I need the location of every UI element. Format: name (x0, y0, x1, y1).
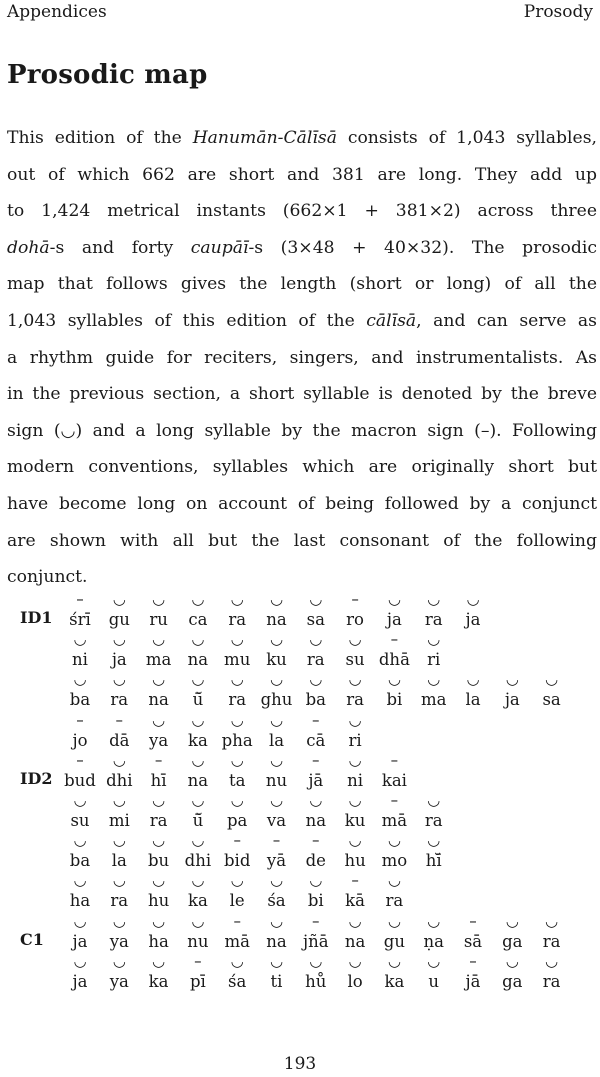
syllable (364, 750, 424, 792)
syllable-text: na (266, 931, 287, 951)
macron-mark: – (233, 831, 241, 850)
syllable-text: hu (344, 851, 366, 871)
intro-paragraph (7, 120, 597, 596)
syllable-text: mu (224, 650, 251, 670)
syllable-text: ja (72, 971, 88, 991)
breve-mark: ◡ (191, 750, 205, 769)
text-run: -s and forty (49, 237, 191, 258)
syllable-text: ra (542, 971, 561, 991)
syllable-text: lo (347, 971, 363, 991)
breve-mark: ◡ (73, 951, 87, 970)
syllable (404, 793, 464, 832)
paragraph-line (7, 120, 597, 157)
syllable-text: ha (148, 931, 169, 951)
syllable-text: ma (420, 690, 447, 710)
prosodic-row (0, 672, 600, 712)
prosodic-map (0, 592, 600, 1032)
breve-mark: ◡ (191, 590, 205, 608)
syllable-text: jo (72, 730, 88, 750)
syllable-text: ṇa (423, 931, 444, 951)
running-head-section: Appendices (7, 2, 107, 22)
breve-mark: ◡ (112, 590, 126, 608)
prosodic-row (0, 750, 600, 793)
breve-mark: ◡ (348, 831, 362, 850)
paragraph-line (7, 230, 597, 267)
macron-mark: – (469, 911, 477, 930)
macron-mark: – (76, 710, 84, 729)
syllable-text: na (187, 770, 209, 790)
syllable-text: su (345, 650, 365, 670)
breve-mark: ◡ (505, 670, 519, 689)
breve-mark: ◡ (466, 670, 480, 689)
breve-mark: ◡ (191, 710, 205, 729)
text-run: This edition of the (7, 128, 193, 148)
macron-mark: – (115, 710, 124, 729)
breve-mark: ◡ (73, 871, 87, 890)
macron-mark: – (272, 831, 281, 850)
syllable-text: ra (228, 610, 247, 629)
syllable-text: śa (228, 971, 247, 991)
syllable-text: dhā (378, 650, 410, 670)
syllable-text: bi (386, 690, 403, 710)
syllable-text: ja (111, 650, 127, 670)
text-run: modern conventions, syllables which are originally short but (7, 457, 597, 478)
syllable-text: ya (149, 730, 169, 750)
syllable (522, 911, 582, 953)
macron-mark: – (76, 750, 84, 769)
breve-mark: ◡ (545, 951, 559, 970)
paragraph-line (7, 266, 597, 303)
breve-mark: ◡ (152, 670, 166, 689)
prosodic-row (0, 793, 600, 833)
syllable-text: ra (306, 650, 325, 670)
syllable-text: ga (502, 971, 523, 991)
syllable-text: nu (265, 770, 288, 790)
breve-mark: ◡ (269, 951, 284, 970)
syllable-text: su (70, 811, 90, 830)
text-run: have become long on account of being followed by a conjunct (7, 493, 597, 514)
syllable-text: cā (306, 730, 326, 750)
prosodic-row (0, 710, 600, 753)
syllable-text: sa (306, 610, 325, 629)
breve-mark: ◡ (269, 791, 284, 809)
macron-mark: – (390, 791, 399, 809)
macron-mark: – (351, 590, 359, 608)
syllable-text: ja (504, 690, 520, 710)
syllable-text: ru (149, 610, 168, 629)
syllable-text: ū̆ (192, 811, 204, 830)
syllable-text: hī̆ (425, 851, 442, 871)
paragraph-line (7, 523, 597, 560)
breve-mark: ◡ (348, 670, 362, 689)
paragraph-line (7, 559, 597, 596)
breve-mark: ◡ (230, 791, 244, 809)
breve-mark: ◡ (309, 590, 323, 608)
breve-mark: ◡ (191, 670, 205, 689)
syllable-text: mā (224, 931, 250, 951)
syllable-text: ka (187, 730, 208, 750)
syllable-text: ma (145, 650, 172, 670)
macron-mark: – (194, 951, 202, 970)
page-title: Prosodic map (7, 60, 208, 90)
macron-mark: – (312, 831, 320, 850)
prosodic-row (0, 592, 600, 632)
breve-mark: ◡ (191, 630, 205, 649)
breve-mark: ◡ (73, 831, 87, 850)
breve-mark: ◡ (191, 831, 205, 850)
page-number: 193 (283, 1054, 317, 1074)
syllable-text: ba (69, 851, 91, 871)
syllable-text: ja (72, 931, 88, 951)
breve-mark: ◡ (152, 630, 166, 649)
breve-mark: ◡ (73, 630, 87, 649)
syllable-text: ku (344, 811, 366, 830)
syllable (404, 632, 464, 671)
syllable-text: dā (109, 730, 130, 750)
breve-mark: ◡ (269, 670, 284, 689)
syllable-text: jñā (303, 931, 329, 951)
breve-mark: ◡ (230, 750, 244, 769)
syllable-text: ba (69, 690, 91, 710)
text-run: out of which 662 are short and 381 are long. They add up (7, 164, 597, 185)
syllable-text: ri (427, 650, 441, 670)
breve-mark: ◡ (112, 831, 126, 850)
breve-mark: ◡ (112, 670, 126, 689)
syllable-text: mi (108, 811, 130, 830)
breve-mark: ◡ (152, 710, 166, 729)
breve-mark: ◡ (152, 831, 166, 850)
syllable-text: ka (384, 971, 405, 991)
syllable-text: nu (187, 931, 209, 951)
syllable-text: ra (110, 690, 129, 710)
verse-label: ID2 (20, 768, 53, 788)
syllable-text: bid (223, 851, 251, 871)
syllable-text: ga (502, 931, 523, 951)
breve-mark: ◡ (427, 791, 441, 809)
syllable (364, 873, 424, 912)
syllable-text: ro (346, 610, 364, 629)
breve-mark: ◡ (152, 911, 166, 930)
breve-mark: ◡ (545, 670, 559, 689)
breve-mark: ◡ (191, 911, 205, 930)
breve-mark: ◡ (73, 670, 87, 689)
syllable-text: pa (226, 811, 248, 830)
verse-label: C1 (20, 929, 44, 949)
syllable-text: la (111, 851, 127, 871)
breve-mark: ◡ (387, 911, 401, 930)
text-run: are shown with all but the last consonant of the following (7, 530, 597, 551)
macron-mark: – (469, 951, 477, 970)
syllable-text: dhi (184, 851, 212, 871)
prosodic-row (0, 911, 600, 954)
breve-mark: ◡ (427, 831, 441, 850)
syllable-text: ya (109, 971, 129, 991)
italic-term: caupāī (190, 237, 249, 258)
breve-mark: ◡ (269, 871, 284, 890)
breve-mark: ◡ (230, 871, 244, 890)
breve-mark: ◡ (505, 951, 519, 970)
italic-term: Hanumān-Cālīsā (192, 128, 337, 148)
syllable-text: ti (270, 971, 283, 991)
breve-mark: ◡ (348, 710, 362, 729)
syllable-text: na (148, 690, 169, 710)
text-run: 1,043 syllables of this edition of the (7, 310, 367, 331)
verse-label: ID1 (20, 608, 53, 627)
text-run: to 1,424 metrical instants (662×1 + 381×2) across three (7, 201, 597, 222)
syllable-text: na (305, 811, 327, 830)
macron-mark: – (76, 590, 84, 608)
syllable-text: ya (109, 931, 129, 951)
paragraph-line (7, 376, 597, 413)
syllable-text: va (266, 811, 287, 830)
breve-mark: ◡ (269, 911, 284, 930)
syllable-text: ni (347, 770, 364, 790)
breve-mark: ◡ (112, 871, 126, 890)
syllable-text: bu (147, 851, 170, 871)
syllable-text: hī (150, 770, 167, 790)
breve-mark: ◡ (466, 590, 480, 608)
breve-mark: ◡ (230, 630, 244, 649)
syllable-text: gu (108, 610, 130, 629)
macron-mark: – (390, 750, 399, 769)
breve-mark: ◡ (230, 710, 244, 729)
breve-mark: ◡ (387, 831, 401, 850)
breve-mark: ◡ (152, 590, 166, 608)
syllable-text: de (305, 851, 326, 871)
breve-mark: ◡ (309, 670, 323, 689)
breve-mark: ◡ (112, 750, 126, 769)
prosodic-row (0, 951, 600, 994)
syllable-text: kā (345, 891, 366, 911)
text-run: conjunct. (7, 567, 88, 588)
text-run: in the previous section, a short syllable is denoted by the breve (7, 384, 597, 405)
syllable-text: ha (69, 891, 91, 911)
syllable-text: ka (148, 971, 169, 991)
text-run: -s (3×48 + 40×32). The prosodic (248, 237, 597, 258)
syllable-text: ja (465, 610, 481, 629)
syllable-text: u (428, 971, 439, 991)
breve-mark: ◡ (545, 911, 559, 930)
macron-mark: – (312, 911, 320, 930)
prosodic-row (0, 873, 600, 913)
syllable-text: le (229, 891, 245, 911)
breve-mark: ◡ (230, 590, 244, 608)
breve-mark: ◡ (387, 871, 401, 890)
syllable-text: bud (64, 770, 96, 790)
breve-mark: ◡ (269, 590, 284, 608)
syllable-text: mā (381, 811, 408, 830)
breve-mark: ◡ (73, 791, 87, 809)
paragraph-line (7, 413, 597, 450)
breve-mark: ◡ (427, 590, 441, 608)
breve-mark: ◡ (112, 630, 126, 649)
italic-term: cālīsā (366, 310, 417, 331)
syllable-text: ri (348, 730, 362, 750)
syllable-text: ra (424, 811, 443, 830)
breve-mark: ◡ (387, 951, 401, 970)
text-run: , and can serve as (416, 310, 597, 331)
syllable-text: ra (346, 690, 364, 710)
breve-mark: ◡ (230, 951, 244, 970)
breve-mark: ◡ (309, 791, 323, 809)
breve-mark: ◡ (348, 791, 362, 809)
prosodic-row (0, 632, 600, 672)
paragraph-line (7, 303, 597, 340)
syllable-text: ghu (260, 690, 293, 710)
syllable-text: ba (305, 690, 326, 710)
syllable-text: ra (110, 891, 129, 911)
breve-mark: ◡ (427, 670, 441, 689)
syllable-text: ta (228, 770, 246, 790)
running-head (7, 2, 593, 28)
syllable (443, 592, 503, 631)
breve-mark: ◡ (309, 630, 323, 649)
syllable-text: gu (383, 931, 405, 951)
syllable (522, 951, 582, 993)
syllable-text: ca (188, 610, 208, 629)
breve-mark: ◡ (112, 951, 126, 970)
breve-mark: ◡ (309, 871, 323, 890)
breve-mark: ◡ (348, 630, 362, 649)
syllable-text: ja (386, 610, 402, 629)
paragraph-line (7, 449, 597, 486)
syllable-text: mo (381, 851, 408, 871)
syllable-text: jā (465, 971, 481, 991)
breve-mark: ◡ (309, 951, 323, 970)
prosodic-row (0, 833, 600, 873)
syllable-text: kai (381, 770, 407, 790)
breve-mark: ◡ (348, 911, 362, 930)
breve-mark: ◡ (387, 590, 401, 608)
syllable-text: śrī (69, 610, 91, 629)
text-run: map that follows gives the length (short or long) of all the (7, 274, 597, 295)
italic-term: dohā (7, 237, 50, 258)
breve-mark: ◡ (112, 911, 126, 930)
macron-mark: – (312, 750, 320, 769)
syllable-text: pī (189, 971, 206, 991)
syllable-text: sa (542, 690, 561, 710)
syllable (404, 833, 464, 872)
paragraph-line (7, 340, 597, 377)
syllable-text: hů (305, 971, 327, 991)
syllable-text: sā (463, 931, 483, 951)
syllable-text: dhi (106, 770, 133, 790)
breve-mark: ◡ (427, 911, 441, 930)
syllable-text: la (268, 730, 285, 750)
syllable-text: bi (307, 891, 324, 911)
syllable-text: na (344, 931, 366, 951)
breve-mark: ◡ (152, 951, 166, 970)
macron-mark: – (154, 750, 163, 769)
paragraph-line (7, 157, 597, 194)
breve-mark: ◡ (269, 710, 284, 729)
syllable (522, 672, 582, 711)
macron-mark: – (390, 630, 399, 649)
breve-mark: ◡ (348, 750, 362, 769)
syllable-text: pha (221, 730, 253, 750)
syllable-text: ka (187, 891, 208, 911)
breve-mark: ◡ (427, 951, 441, 970)
syllable (325, 710, 385, 752)
breve-mark: ◡ (152, 871, 166, 890)
running-head-chapter: Prosody (523, 2, 593, 22)
syllable-text: ra (424, 610, 443, 629)
syllable-text: hu (147, 891, 170, 911)
macron-mark: – (312, 710, 320, 729)
breve-mark: ◡ (73, 911, 87, 930)
syllable-text: ra (149, 811, 168, 830)
syllable-text: ni (72, 650, 88, 670)
macron-mark: – (351, 871, 359, 890)
syllable-text: ra (385, 891, 404, 911)
syllable-text: yā (266, 851, 287, 871)
text-run: consists of 1,043 syllables, (336, 128, 597, 148)
syllable-text: na (187, 650, 209, 670)
breve-mark: ◡ (269, 750, 284, 769)
syllable-text: ku (266, 650, 287, 670)
breve-mark: ◡ (230, 670, 244, 689)
syllable-text: ra (228, 690, 247, 710)
breve-mark: ◡ (191, 791, 205, 809)
syllable-text: ra (542, 931, 561, 951)
syllable-text: na (266, 610, 287, 629)
breve-mark: ◡ (505, 911, 519, 930)
syllable-text: la (465, 690, 481, 710)
breve-mark: ◡ (112, 791, 126, 809)
syllable-text: śa (267, 891, 286, 911)
breve-mark: ◡ (348, 951, 362, 970)
syllable-text: ū̆ (192, 690, 204, 710)
text-run: sign (◡) and a long syllable by the macron sign (–). Following (7, 420, 597, 441)
text-run: a rhythm guide for reciters, singers, and instrumentalists. As (7, 347, 597, 368)
breve-mark: ◡ (269, 630, 284, 649)
breve-mark: ◡ (152, 791, 166, 809)
breve-mark: ◡ (191, 871, 205, 890)
breve-mark: ◡ (387, 670, 401, 689)
macron-mark: – (233, 911, 241, 930)
paragraph-line (7, 193, 597, 230)
breve-mark: ◡ (427, 630, 441, 649)
syllable-text: jā (308, 770, 324, 790)
paragraph-line (7, 486, 597, 523)
